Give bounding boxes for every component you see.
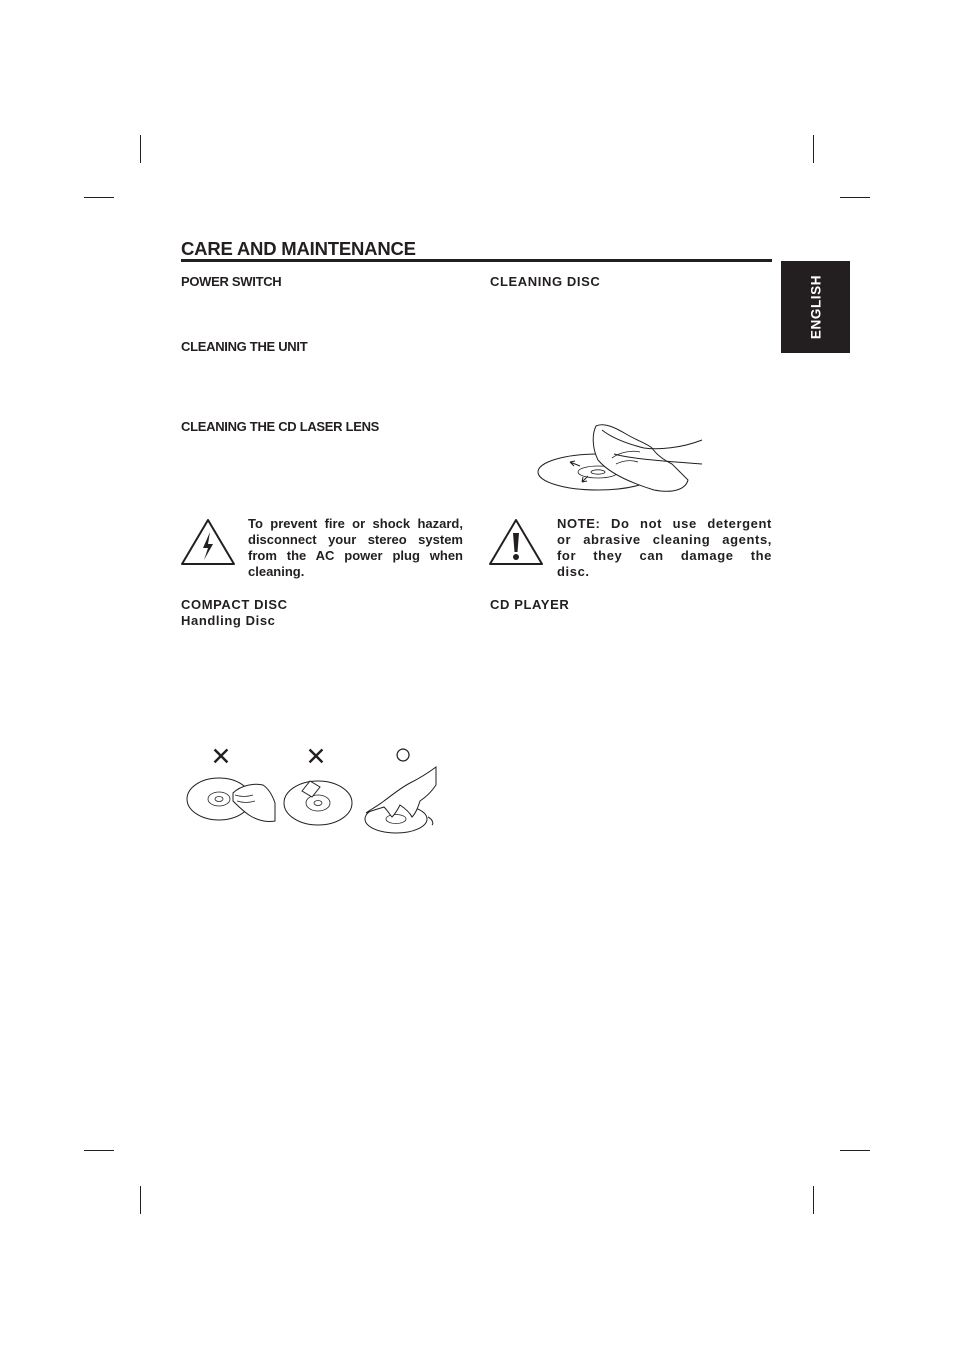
crop-mark <box>84 1150 114 1151</box>
wrong-mark: ✕ <box>210 743 232 771</box>
lightning-warning-icon <box>180 518 236 566</box>
disc-held-by-edge-drawing <box>362 765 442 837</box>
crop-mark <box>813 1186 814 1214</box>
shock-warning-text: To prevent fire or shock hazard, disconnect your stereo system from the AC power plug when cleaning. <box>248 516 463 579</box>
crop-mark <box>813 135 814 163</box>
wrong-mark: ✕ <box>305 743 327 771</box>
title-rule <box>181 259 772 262</box>
crop-mark <box>140 135 141 163</box>
disc-wiping-illustration <box>536 420 706 495</box>
note-text: NOTE: Do not use detergent or abrasive cleaning agents, for they can damage the disc. <box>557 516 772 579</box>
disc-held-by-face-drawing <box>185 775 277 827</box>
cleaning-unit-heading: CLEANING THE UNIT <box>181 339 308 354</box>
language-tab <box>781 261 850 353</box>
disc-with-label-drawing <box>282 775 356 827</box>
power-switch-heading: POWER SWITCH <box>181 274 282 289</box>
compact-disc-heading: COMPACT DISC <box>181 597 288 612</box>
cd-player-heading: CD PLAYER <box>490 597 570 612</box>
crop-mark <box>840 1150 870 1151</box>
crop-mark <box>84 197 114 198</box>
handling-disc-subheading: Handling Disc <box>181 613 276 628</box>
page-title: CARE AND MAINTENANCE <box>181 238 416 259</box>
crop-mark <box>840 197 870 198</box>
cleaning-lens-heading: CLEANING THE CD LASER LENS <box>181 419 380 434</box>
language-tab-label: ENGLISH <box>808 274 823 340</box>
correct-mark: ○ <box>393 738 413 771</box>
exclamation-warning-icon <box>488 518 544 566</box>
cleaning-disc-heading: CLEANING DISC <box>490 274 601 289</box>
crop-mark <box>140 1186 141 1214</box>
